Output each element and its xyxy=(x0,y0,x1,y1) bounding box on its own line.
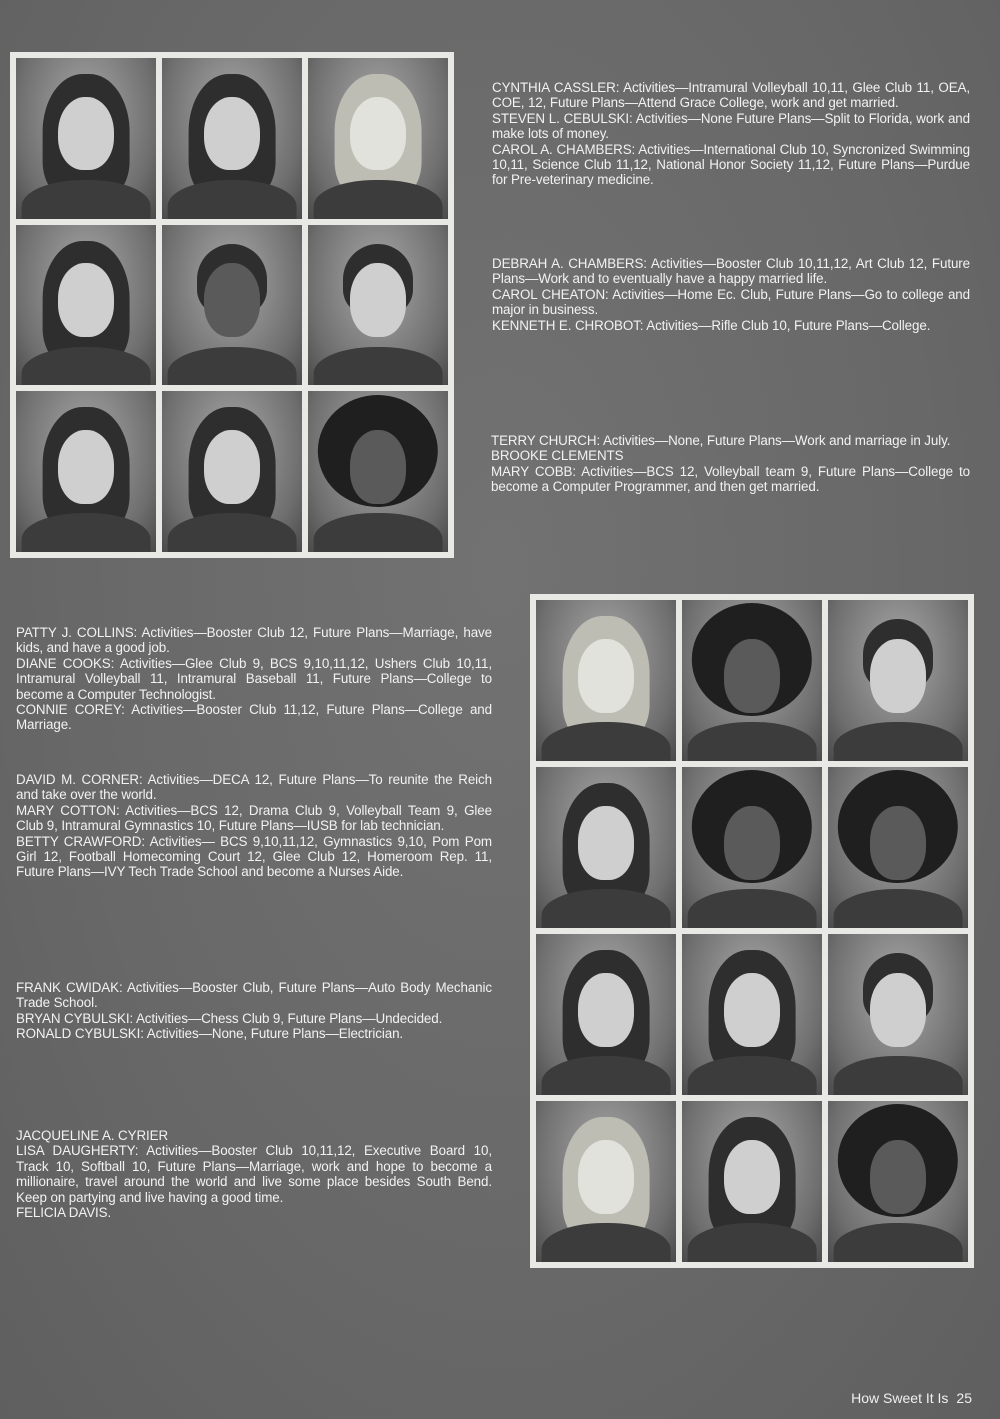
portrait-photo xyxy=(308,58,448,219)
bio-entry: CAROL CHEATON: Activities—Home Ec. Club, Future Plans—Go to college and major in business. xyxy=(492,286,970,318)
bio-entry: JACQUELINE A. CYRIER xyxy=(16,1128,169,1143)
bio-entry: BETTY CRAWFORD: Activities— BCS 9,10,11,12, Gymnastics 9,10, Pom Pom Girl 12, Football Homecoming Court 12, Glee Club 12, Homeroom Rep. 11, Future Plans—IVY Tech Trade School and become a Nurses Aide. xyxy=(16,833,492,880)
bio-entry: PATTY J. COLLINS: Activities—Booster Club 12, Future Plans—Marriage, have kids, and have a good job. xyxy=(16,625,492,656)
portrait-photo xyxy=(162,225,302,386)
bio-entry: TERRY CHURCH: Activities—None, Future Plans—Work and marriage in July. xyxy=(491,433,951,448)
bio-entry: LISA DAUGHERTY: Activities—Booster Club 10,11,12, Executive Board 10, Track 10, Softball 10, Future Plans—Marriage, work and hope to become a millionaire, travel around the world and live some place besides South Bend. Keep on partying and live having a good time. xyxy=(16,1143,492,1205)
bio-block xyxy=(16,625,492,733)
bio-block xyxy=(16,1128,492,1220)
portrait-photo xyxy=(536,600,676,761)
bio-entry: FELICIA DAVIS. xyxy=(16,1205,112,1221)
portrait-photo xyxy=(308,225,448,386)
portrait-photo xyxy=(308,391,448,552)
portrait-photo xyxy=(536,934,676,1095)
bio-block xyxy=(492,80,970,188)
portrait-photo xyxy=(828,600,968,761)
bio-entry: BROOKE CLEMENTS xyxy=(491,448,624,464)
portrait-photo xyxy=(536,767,676,928)
portrait-photo xyxy=(16,58,156,219)
footer-title: How Sweet It Is xyxy=(851,1390,949,1406)
portrait-photo xyxy=(682,600,822,761)
portrait-photo xyxy=(16,225,156,386)
portrait-photo xyxy=(162,58,302,219)
bio-entry: FRANK CWIDAK: Activities—Booster Club, Future Plans—Auto Body Mechanic Trade School. xyxy=(16,980,492,1011)
bio-entry: DAVID M. CORNER: Activities—DECA 12, Future Plans—To reunite the Reich and take over the world. xyxy=(16,772,492,803)
portrait-photo xyxy=(536,1101,676,1262)
portrait-photo xyxy=(682,934,822,1095)
bio-entry: MARY COTTON: Activities—BCS 12, Drama Club 9, Volleyball Team 9, Glee Club 9, Intramural Gymnastics 10, Future Plans—IUSB for lab technician. xyxy=(16,802,492,834)
bio-entry: RONALD CYBULSKI: Activities—None, Future Plans—Electrician. xyxy=(16,1026,404,1042)
bio-block xyxy=(16,980,492,1042)
portrait-photo xyxy=(682,1101,822,1262)
portrait-grid-bottom xyxy=(530,594,974,1268)
portrait-photo xyxy=(828,1101,968,1262)
bio-entry: DIANE COOKS: Activities—Glee Club 9, BCS 9,10,11,12, Ushers Club 10,11, Intramural Volleyball 11, Intramural Baseball 11, Future Plans—College to become a Computer Technologist. xyxy=(16,655,492,702)
bio-entry: STEVEN L. CEBULSKI: Activities—None Future Plans—Split to Florida, work and make lots of money. xyxy=(492,110,970,142)
bio-entry: CYNTHIA CASSLER: Activities—Intramural Volleyball 10,11, Glee Club 11, OEA, COE, 12, Future Plans—Attend Grace College, work and get married. xyxy=(492,80,970,111)
page-number: 25 xyxy=(956,1390,972,1406)
bio-block xyxy=(491,433,970,495)
portrait-grid-top xyxy=(10,52,454,558)
bio-entry: KENNETH E. CHROBOT: Activities—Rifle Club 10, Future Plans—College. xyxy=(492,317,931,333)
bio-entry: BRYAN CYBULSKI: Activities—Chess Club 9, Future Plans—Undecided. xyxy=(16,1010,443,1026)
bio-entry: CONNIE COREY: Activities—Booster Club 11,12, Future Plans—College and Marriage. xyxy=(16,702,492,733)
bio-entry: CAROL A. CHAMBERS: Activities—International Club 10, Syncronized Swimming 10,11, Science Club 11,12, National Honor Society 11,12, Future Plans—Purdue for Pre-veterinary medicine. xyxy=(492,141,970,188)
portrait-photo xyxy=(682,767,822,928)
bio-entry: MARY COBB: Activities—BCS 12, Volleyball team 9, Future Plans—College to become a Computer Programmer, and then get married. xyxy=(491,463,970,495)
portrait-photo xyxy=(828,934,968,1095)
portrait-photo xyxy=(162,391,302,552)
bio-block xyxy=(492,256,970,333)
bio-entry: DEBRAH A. CHAMBERS: Activities—Booster Club 10,11,12, Art Club 12, Future Plans—Work and to eventually have a happy married life. xyxy=(492,256,970,287)
portrait-photo xyxy=(16,391,156,552)
page-footer xyxy=(843,1391,972,1405)
bio-block xyxy=(16,772,492,880)
portrait-photo xyxy=(828,767,968,928)
